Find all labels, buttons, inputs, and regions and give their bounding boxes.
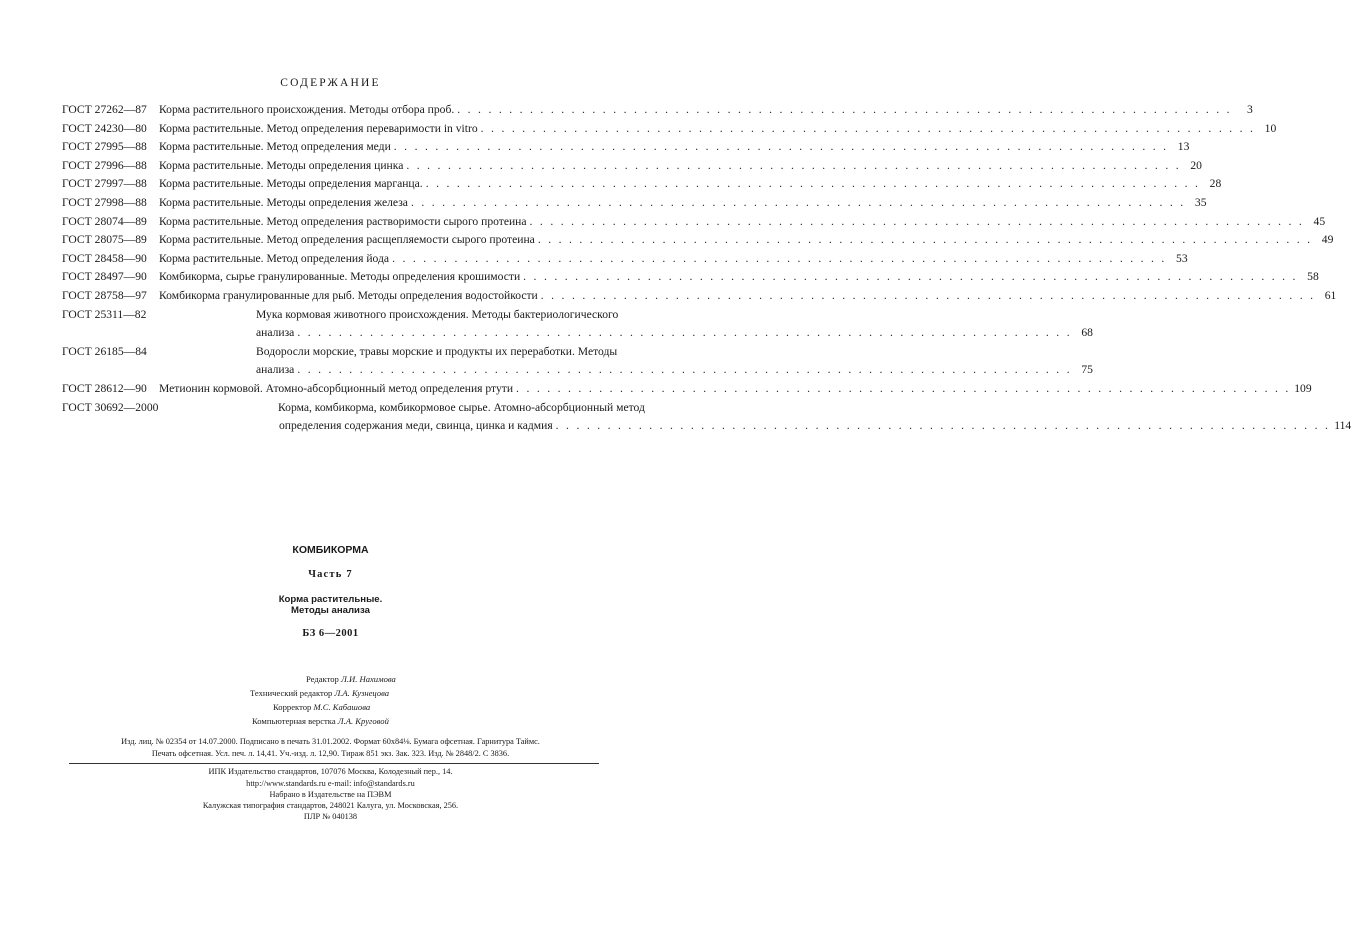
toc-leader-dots: . . . . . . . . . . . . . . . . . . . . . . . . . . . . . . . . . . . . . . . . . . . . . . . . . . . . . . . . . . . . . . . . . . . . . . . . . . . [410, 195, 1186, 209]
toc-standard-number: ГОСТ 24230—80 [62, 121, 147, 135]
toc-page-number: 13 [1177, 140, 1190, 154]
toc-standard-number: ГОСТ 28458—90 [62, 251, 147, 265]
toc-standard-number: ГОСТ 28612—90 [62, 381, 147, 395]
toc-leader-dots: . . . . . . . . . . . . . . . . . . . . . . . . . . . . . . . . . . . . . . . . . . . . . . . . . . . . . . . . . . . . . . . . . . . . . . . . . . . [523, 270, 1298, 284]
toc-standard-number: ГОСТ 28074—89 [62, 214, 147, 228]
toc-title: Корма растительные. Методы определения цинка [159, 158, 404, 172]
toc-leader-dots: . . . . . . . . . . . . . . . . . . . . . . . . . . . . . . . . . . . . . . . . . . . . . . . . . . . . . . . . . . . . . . . . . . . . . . . . . . . [406, 158, 1181, 172]
toc-standard-number: ГОСТ 28075—89 [62, 233, 147, 247]
toc-title: Корма растительные. Методы определения железа [159, 195, 408, 209]
toc-leader-dots: . . . . . . . . . . . . . . . . . . . . . . . . . . . . . . . . . . . . . . . . . . . . . . . . . . . . . . . . . . . . . . . . . . . . . . . . . . . [555, 419, 1331, 433]
credit-role: Технический редактор [250, 688, 333, 698]
toc-standard-number: ГОСТ 26185—84 [62, 344, 147, 358]
credit-role: Корректор [273, 702, 312, 712]
toc-leader-dots: . . . . . . . . . . . . . . . . . . . . . . . . . . . . . . . . . . . . . . . . . . . . . . . . . . . . . . . . . . . . . . . . . . . . . . . . . . . [392, 251, 1167, 265]
toc-title: Корма растительные. Метод определения меди [159, 140, 391, 154]
credit-person: Л.А. Кузнецова [334, 688, 390, 698]
credit-layout [252, 716, 389, 726]
toc-page-number: 28 [1209, 177, 1222, 191]
toc-title: Корма растительные. Методы определения марганца. [159, 177, 423, 191]
toc-page-number: 20 [1190, 158, 1202, 172]
bz-code: БЗ 6—2001 [302, 628, 359, 639]
toc-title: Корма растительного происхождения. Методы отбора проб. [159, 103, 455, 116]
toc-standard-number: ГОСТ 27998—88 [62, 195, 147, 209]
credit-role: Компьютерная верстка [252, 716, 336, 726]
credit-person: Л.А. Круговой [337, 716, 389, 726]
toc-page-number: 58 [1307, 270, 1319, 284]
toc-entry [62, 343, 1093, 380]
book-subtitle-2: Методы анализа [291, 605, 370, 616]
credit-person: Л.И. Нахимова [341, 674, 396, 684]
toc-title: Корма растительные. Метод определения расщепляемости сырого протеина [159, 233, 535, 247]
toc-entry [62, 231, 1334, 250]
toc-page-number: 35 [1194, 195, 1207, 209]
toc-page-number: 49 [1321, 233, 1334, 247]
toc-entry [62, 157, 1202, 176]
toc-title: анализа [256, 363, 295, 377]
toc-standard-number: ГОСТ 27997—88 [62, 177, 147, 191]
toc-entry [62, 306, 1093, 343]
toc-standard-number: ГОСТ 27995—88 [62, 140, 147, 154]
toc-page-number: 3 [1247, 103, 1253, 116]
toc-standard-number: ГОСТ 25311—82 [62, 307, 147, 321]
credit-role: Редактор [306, 674, 339, 684]
imprint-line-1: Изд. лиц. № 02354 от 14.07.2000. Подписано в печать 31.01.2002. Формат 60х84⅛. Бумага офсетная. Гарнитура Таймс. [121, 737, 540, 746]
toc-page-number: 61 [1324, 288, 1337, 302]
toc-title: Метионин кормовой. Атомно-абсорбционный метод определения ртути [159, 381, 514, 395]
credit-editor [306, 674, 396, 684]
toc-title: Комбикорма, сырье гранулированные. Методы определения крошимости [159, 270, 521, 284]
printer-address: Калужская типография стандартов, 248021 Калуга, ул. Московская, 256. [202, 801, 459, 810]
book-title: КОМБИКОРМА [292, 544, 369, 556]
license-number: ПЛР № 040138 [303, 812, 358, 821]
toc-page-number: 109 [1294, 381, 1312, 395]
credit-tech-editor [250, 688, 389, 698]
toc-leader-dots: . . . . . . . . . . . . . . . . . . . . . . . . . . . . . . . . . . . . . . . . . . . . . . . . . . . . . . . . . . . . . . . . . . . . . . . . . . . [297, 326, 1072, 340]
toc-entry [62, 194, 1207, 213]
toc-entry [62, 138, 1190, 157]
toc-entry [62, 175, 1222, 194]
divider [69, 763, 599, 764]
toc-title: анализа [256, 326, 295, 340]
toc-entry [62, 101, 1253, 120]
toc-standard-number: ГОСТ 28497—90 [62, 270, 147, 284]
toc-page-number: 114 [1334, 419, 1351, 433]
toc-title: Корма растительные. Метод определения переваримости in vitro [159, 121, 478, 135]
toc-standard-number: ГОСТ 28758—97 [62, 288, 147, 302]
toc-leader-dots: . . . . . . . . . . . . . . . . . . . . . . . . . . . . . . . . . . . . . . . . . . . . . . . . . . . . . . . . . . . . . . . . . . . . . . . . . . . [516, 381, 1291, 395]
toc-leader-dots: . . . . . . . . . . . . . . . . . . . . . . . . . . . . . . . . . . . . . . . . . . . . . . . . . . . . . . . . . . . . . . . . . . . . . . . . . . . [540, 288, 1316, 302]
toc-standard-number: ГОСТ 30692—2000 [62, 400, 159, 414]
toc-leader-dots: . . . . . . . . . . . . . . . . . . . . . . . . . . . . . . . . . . . . . . . . . . . . . . . . . . . . . . . . . . . . . . . . . . . . . . . . . . . [480, 121, 1256, 135]
publisher-address: ИПК Издательство стандартов, 107076 Москва, Колодезный пер., 14. [208, 767, 453, 776]
book-subtitle-1: Корма растительные. [278, 594, 383, 605]
toc-leader-dots: . . . . . . . . . . . . . . . . . . . . . . . . . . . . . . . . . . . . . . . . . . . . . . . . . . . . . . . . . . . . . . . . . . . . . . . . . . . [457, 103, 1232, 116]
credit-corrector [273, 702, 370, 712]
toc-title: Комбикорма гранулированные для рыб. Методы определения водостойкости [159, 288, 538, 302]
toc-entry [62, 399, 1351, 436]
table-of-contents [62, 101, 1351, 436]
toc-standard-number: ГОСТ 27996—88 [62, 158, 147, 172]
toc-title: Корма растительные. Метод определения растворимости сырого протеина [159, 214, 527, 228]
toc-page-number: 68 [1081, 326, 1093, 340]
toc-entry [62, 287, 1337, 306]
toc-entry [62, 268, 1319, 287]
toc-title: определения содержания меди, свинца, цинка и кадмия [279, 419, 553, 433]
credit-person: М.С. Кабашова [313, 702, 371, 712]
imprint-line-2: Печать офсетная. Усл. печ. л. 14,41. Уч.-изд. л. 12,90. Тираж 851 экз. Зак. 323. Изд. № 2848/2. С 3836. [151, 749, 510, 758]
toc-leader-dots: . . . . . . . . . . . . . . . . . . . . . . . . . . . . . . . . . . . . . . . . . . . . . . . . . . . . . . . . . . . . . . . . . . . . . . . . . . . [393, 140, 1169, 154]
toc-title: Корма растительные. Метод определения йода [159, 251, 390, 265]
toc-entry [62, 120, 1277, 139]
toc-leader-dots: . . . . . . . . . . . . . . . . . . . . . . . . . . . . . . . . . . . . . . . . . . . . . . . . . . . . . . . . . . . . . . . . . . . . . . . . . . . [537, 233, 1313, 247]
toc-page-number: 75 [1081, 363, 1093, 377]
toc-page-number: 45 [1313, 214, 1326, 228]
toc-entry [62, 250, 1188, 269]
publisher-typeset: Набрано в Издательстве на ПЭВМ [269, 790, 392, 799]
toc-entry [62, 213, 1326, 232]
toc-title: Корма, комбикорма, комбикормовое сырье. Атомно-абсорбционный метод [278, 400, 645, 414]
toc-title: Водоросли морские, травы морские и продукты их переработки. Методы [256, 344, 618, 358]
book-part: Часть 7 [308, 569, 353, 580]
publisher-contacts: http://www.standards.ru e-mail: info@standards.ru [246, 779, 415, 788]
toc-standard-number: ГОСТ 27262—87 [62, 103, 147, 116]
toc-entry [62, 380, 1312, 399]
toc-leader-dots: . . . . . . . . . . . . . . . . . . . . . . . . . . . . . . . . . . . . . . . . . . . . . . . . . . . . . . . . . . . . . . . . . . . . . . . . . . . [425, 177, 1201, 191]
toc-leader-dots: . . . . . . . . . . . . . . . . . . . . . . . . . . . . . . . . . . . . . . . . . . . . . . . . . . . . . . . . . . . . . . . . . . . . . . . . . . . [297, 363, 1072, 377]
toc-title: Мука кормовая животного происхождения. Методы бактериологического [256, 307, 619, 321]
contents-heading: СОДЕРЖАНИЕ [280, 77, 381, 89]
toc-leader-dots: . . . . . . . . . . . . . . . . . . . . . . . . . . . . . . . . . . . . . . . . . . . . . . . . . . . . . . . . . . . . . . . . . . . . . . . . . . . [529, 214, 1305, 228]
toc-page-number: 53 [1176, 251, 1188, 265]
toc-page-number: 10 [1264, 121, 1277, 135]
